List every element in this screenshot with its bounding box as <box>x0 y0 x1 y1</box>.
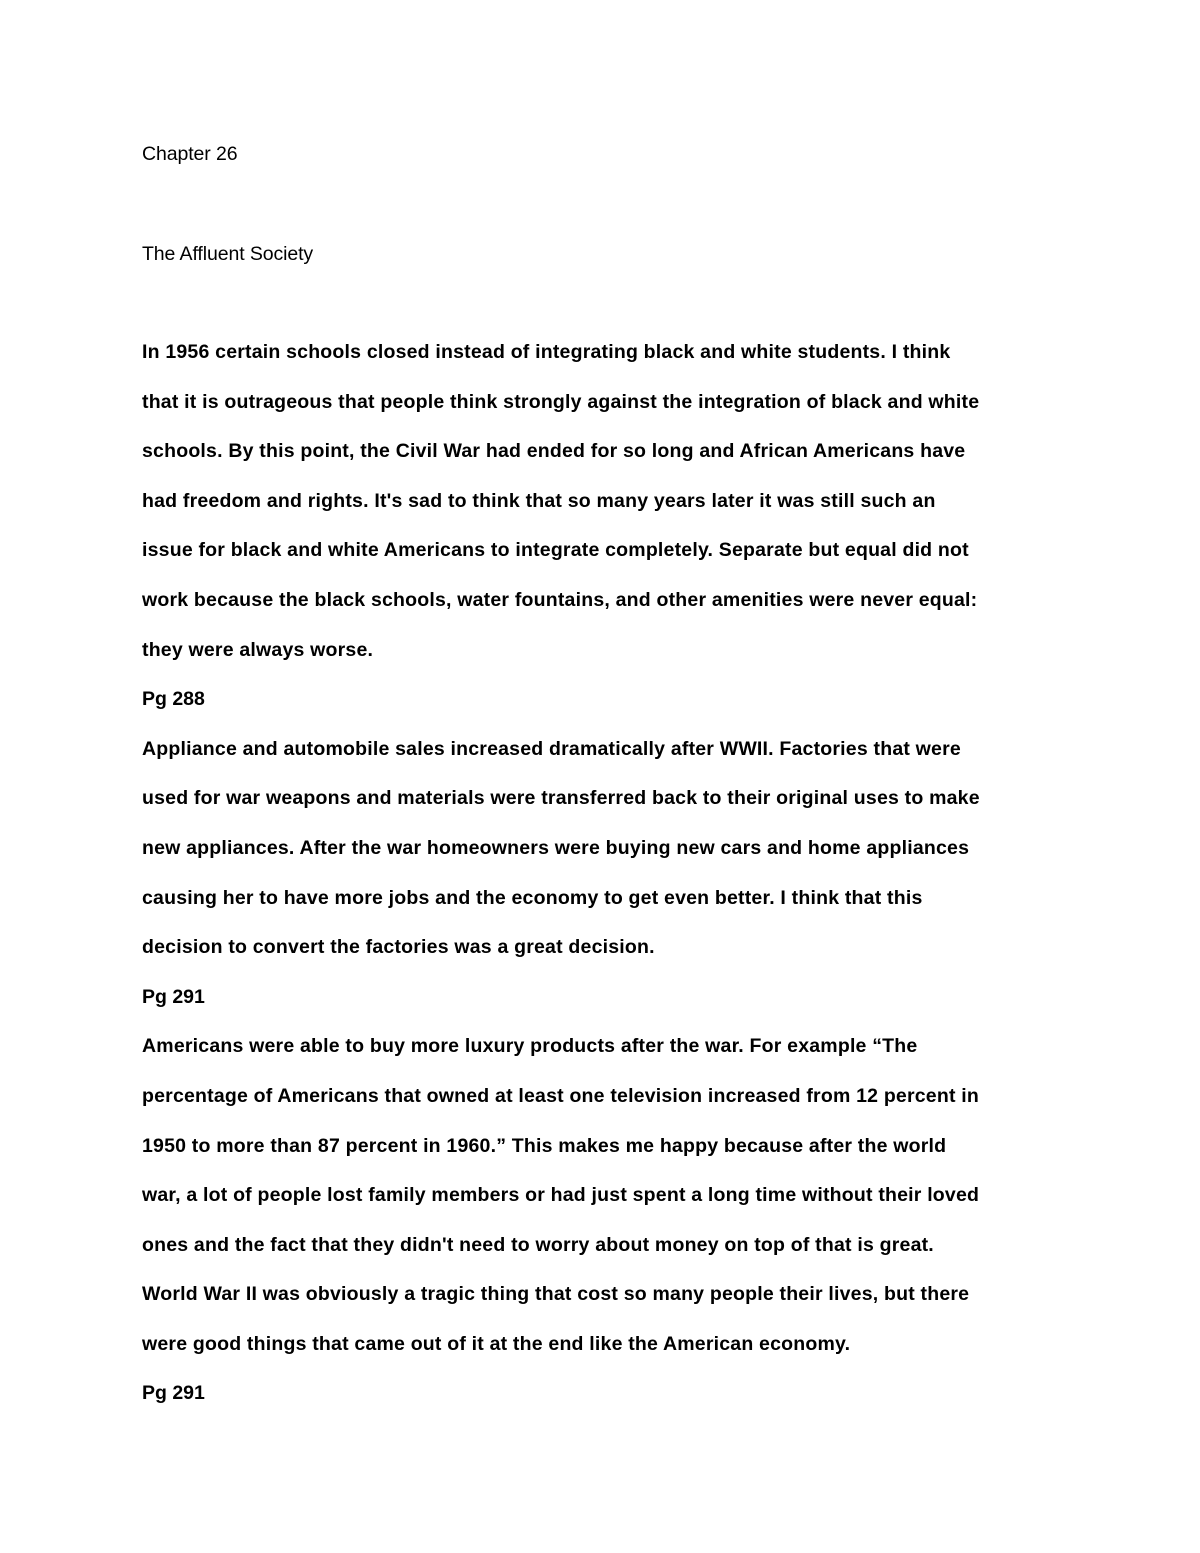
paragraph-line: schools. By this point, the Civil War had ended for so long and African Americans have <box>142 440 966 463</box>
paragraph-line: work because the black schools, water fountains, and other amenities were never equal: <box>142 588 978 611</box>
paragraph-line: Appliance and automobile sales increased dramatically after WWII. Factories that were <box>142 737 961 760</box>
document-title: The Affluent Society <box>142 243 314 265</box>
paragraph-line: ones and the fact that they didn't need to worry about money on top of that is great. <box>142 1233 934 1256</box>
paragraph-line: that it is outrageous that people think strongly against the integration of black and white <box>142 390 980 413</box>
page-reference: Pg 288 <box>142 688 205 711</box>
paragraph-line: In 1956 certain schools closed instead of integrating black and white students. I think <box>142 341 951 363</box>
paragraph-luxury <box>142 1022 1062 1369</box>
paragraph-line: percentage of Americans that owned at least one television increased from 12 percent in <box>142 1084 980 1107</box>
document-body <box>142 140 1062 1419</box>
paragraph-line: World War II was obviously a tragic thing that cost so many people their lives, but there <box>142 1283 970 1306</box>
paragraph-appliances <box>142 725 1062 973</box>
paragraph-line: new appliances. After the war homeowners were buying new cars and home appliances <box>142 836 970 859</box>
paragraph-line: decision to convert the factories was a great decision. <box>142 936 655 959</box>
paragraph-line: used for war weapons and materials were transferred back to their original uses to make <box>142 787 980 810</box>
paragraph-line: had freedom and rights. It's sad to think that so many years later it was still such an <box>142 489 936 512</box>
paragraph-line: 1950 to more than 87 percent in 1960.” This makes me happy because after the world <box>142 1134 947 1157</box>
page-reference: Pg 291 <box>142 1382 205 1405</box>
paragraph-line: they were always worse. <box>142 638 374 661</box>
paragraph-line: causing her to have more jobs and the economy to get even better. I think that this <box>142 886 923 909</box>
chapter-heading: Chapter 26 <box>142 143 238 165</box>
paragraph-line: Americans were able to buy more luxury products after the war. For example “The <box>142 1035 918 1058</box>
paragraph-line: were good things that came out of it at the end like the American economy. <box>142 1332 851 1355</box>
paragraph-line: war, a lot of people lost family members or had just spent a long time without their loved <box>142 1184 980 1207</box>
paragraph-integration <box>142 328 1062 675</box>
page-reference: Pg 291 <box>142 985 205 1008</box>
paragraph-line: issue for black and white Americans to integrate completely. Separate but equal did not <box>142 539 969 562</box>
